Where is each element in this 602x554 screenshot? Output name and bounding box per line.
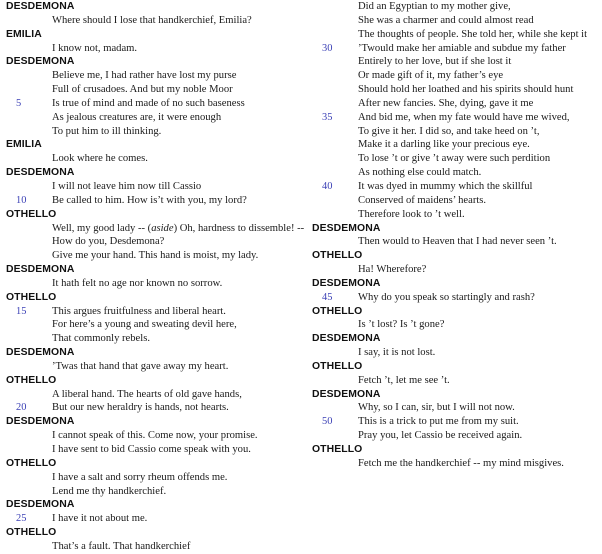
speech-block (6, 0, 306, 28)
verse-text: I have it not about me. (52, 513, 148, 525)
speech-block (6, 526, 306, 554)
speaker-name: OTHELLO (6, 374, 57, 386)
verse-line (312, 69, 600, 83)
line-number: 25 (16, 513, 27, 525)
speech-block (6, 415, 306, 457)
verse-line (312, 263, 600, 277)
verse-text: Is true of mind and made of no such baseness (52, 97, 245, 109)
speech-block (312, 360, 600, 388)
verse-text: Full of crusadoes. And but my noble Moor (52, 84, 233, 96)
verse-line (6, 249, 306, 263)
verse-text: I say, it is not lost. (358, 347, 436, 359)
verse-text: That’s a fault. That handkerchief (52, 540, 191, 552)
speaker-name: OTHELLO (6, 208, 57, 220)
verse-line (312, 401, 600, 415)
verse-line (312, 138, 600, 152)
speech-block (6, 138, 306, 166)
verse-line (6, 125, 306, 139)
line-number: 15 (16, 305, 27, 317)
verse-text: Is ’t lost? Is ’t gone? (358, 319, 445, 331)
verse-line (312, 429, 600, 443)
verse-line (6, 388, 306, 402)
verse-text: Give me your hand. This hand is moist, my lady. (52, 250, 259, 262)
speech-block (312, 388, 600, 443)
verse-text: She was a charmer and could almost read (358, 14, 534, 26)
verse-text: It hath felt no age nor known no sorrow. (52, 277, 223, 289)
verse-text: Why do you speak so startingly and rash? (358, 291, 535, 303)
speech-block (6, 55, 306, 138)
line-number: 35 (322, 111, 333, 123)
verse-text: Fetch me the handkerchief -- my mind misgives. (358, 457, 564, 469)
verse-line (312, 318, 600, 332)
verse-line (312, 291, 600, 305)
verse-line (312, 97, 600, 111)
speaker-name: OTHELLO (312, 360, 363, 372)
verse-text: It was dyed in mummy which the skillful (358, 180, 533, 192)
verse-line (312, 180, 600, 194)
verse-line (6, 429, 306, 443)
verse-line (312, 42, 600, 56)
verse-text: After new fancies. She, dying, gave it me (358, 97, 534, 109)
verse-text: Therefore look to ’t well. (358, 208, 465, 220)
verse-line (6, 360, 306, 374)
verse-text: Did an Egyptian to my mother give, (358, 1, 511, 12)
line-number: 5 (16, 97, 22, 109)
speaker-name: OTHELLO (6, 291, 57, 303)
speaker-name: DESDEMONA (312, 388, 381, 400)
verse-line (312, 374, 600, 388)
speaker-name: DESDEMONA (312, 222, 381, 234)
verse-text: ’Twould make her amiable and subdue my father (358, 42, 566, 54)
speaker-name: OTHELLO (312, 305, 363, 317)
verse-line (312, 235, 600, 249)
speech-block (312, 249, 600, 277)
verse-line (312, 125, 600, 139)
verse-line (6, 111, 306, 125)
verse-text: Be called to him. How is’t with you, my lord? (52, 194, 247, 206)
speaker-name: DESDEMONA (6, 1, 75, 12)
verse-text: A liberal hand. The hearts of old gave hands, (52, 388, 242, 400)
verse-text: Where should I lose that handkerchief, Emilia? (52, 14, 252, 26)
speaker-name: DESDEMONA (6, 499, 75, 511)
verse-line (312, 28, 600, 42)
verse-text: Well, my good lady -- (aside) Oh, hardness to dissemble! -- (52, 222, 305, 234)
verse-text: This argues fruitfulness and liberal heart. (52, 305, 226, 317)
verse-line (6, 485, 306, 499)
right-column (312, 0, 600, 471)
verse-line (6, 97, 306, 111)
verse-line (6, 277, 306, 291)
line-number: 50 (322, 416, 333, 428)
speaker-name: OTHELLO (6, 527, 57, 539)
verse-text: I have sent to bid Cassio come speak with you. (52, 444, 251, 455)
verse-line (6, 42, 306, 56)
verse-line (6, 69, 306, 83)
verse-text: As nothing else could match. (358, 167, 482, 179)
speech-block (312, 443, 600, 471)
verse-text: But our new heraldry is hands, not hearts. (52, 402, 229, 414)
verse-line (6, 222, 306, 236)
verse-text: Ha! Wherefore? (358, 264, 427, 276)
verse-text: For here’s a young and sweating devil here, (52, 319, 237, 331)
verse-text: I have a salt and sorry rheum offends me. (52, 471, 228, 483)
speaker-name: OTHELLO (312, 444, 363, 455)
verse-text: Why, so I can, sir, but I will not now. (358, 402, 515, 414)
verse-text: That commonly rebels. (52, 333, 150, 345)
speech-block (6, 346, 306, 374)
speech-block (6, 263, 306, 291)
verse-line (6, 332, 306, 346)
verse-line (312, 457, 600, 471)
verse-text: Entirely to her love, but if she lost it (358, 56, 512, 68)
speech-block (6, 28, 306, 56)
verse-line (312, 0, 600, 14)
verse-text: I will not leave him now till Cassio (52, 180, 202, 192)
verse-line (6, 540, 306, 554)
line-number: 20 (16, 402, 27, 414)
speech-block (6, 457, 306, 499)
verse-text: Or made gift of it, my father’s eye (358, 70, 504, 82)
speech-block (6, 166, 306, 208)
verse-text: Lend me thy handkerchief. (52, 485, 167, 497)
speech-block (6, 374, 306, 416)
speaker-name: DESDEMONA (6, 56, 75, 68)
verse-text: Believe me, I had rather have lost my purse (52, 70, 237, 82)
verse-line (312, 166, 600, 180)
line-number: 30 (322, 42, 333, 54)
verse-text: ’Twas that hand that gave away my heart. (52, 360, 229, 372)
verse-line (312, 194, 600, 208)
speaker-name: DESDEMONA (6, 167, 75, 179)
verse-line (312, 111, 600, 125)
verse-text: Conserved of maidens’ hearts. (358, 194, 487, 206)
speaker-name: DESDEMONA (6, 416, 75, 428)
verse-text: Should hold her loathed and his spirits should hunt (358, 84, 574, 96)
speech-block (312, 0, 600, 222)
verse-text: To give it her. I did so, and take heed on ’t, (358, 125, 540, 137)
verse-line (6, 401, 306, 415)
speech-block (312, 332, 600, 360)
verse-text: As jealous creatures are, it were enough (52, 111, 222, 123)
verse-line (312, 415, 600, 429)
verse-text: Fetch ’t, let me see ’t. (358, 374, 450, 386)
verse-text: Look where he comes. (52, 153, 148, 165)
speaker-name: DESDEMONA (6, 347, 75, 359)
speaker-name: OTHELLO (6, 457, 57, 469)
verse-text: And bid me, when my fate would have me wived, (358, 111, 570, 123)
verse-line (6, 318, 306, 332)
speech-block (6, 291, 306, 346)
speaker-name: DESDEMONA (312, 277, 381, 289)
verse-line (6, 194, 306, 208)
verse-line (6, 443, 306, 457)
line-number: 45 (322, 291, 333, 303)
speaker-name: EMILIA (6, 28, 42, 40)
verse-line (6, 235, 306, 249)
verse-text: To put him to ill thinking. (52, 125, 162, 137)
verse-line (312, 83, 600, 97)
verse-text: Then would to Heaven that I had never seen ’t. (358, 236, 557, 248)
verse-line (6, 83, 306, 97)
line-number: 40 (322, 180, 333, 192)
speaker-name: EMILIA (6, 139, 42, 151)
verse-text: Pray you, let Cassio be received again. (358, 430, 523, 442)
speaker-name: OTHELLO (312, 250, 363, 262)
verse-line (312, 55, 600, 69)
speech-block (312, 277, 600, 305)
verse-text: The thoughts of people. She told her, while she kept it (358, 28, 588, 40)
left-column (6, 0, 306, 554)
speaker-name: DESDEMONA (6, 264, 75, 276)
verse-text: To lose ’t or give ’t away were such perdition (358, 153, 551, 165)
verse-line (6, 471, 306, 485)
verse-line (312, 346, 600, 360)
speech-block (6, 498, 306, 526)
stage-direction: aside (151, 222, 174, 234)
verse-line (312, 152, 600, 166)
verse-line (312, 14, 600, 28)
line-number: 10 (16, 194, 27, 206)
speaker-name: DESDEMONA (312, 333, 381, 345)
speech-block (312, 305, 600, 333)
verse-text: Make it a darling like your precious eye. (358, 139, 530, 151)
verse-line (6, 14, 306, 28)
verse-line (6, 512, 306, 526)
verse-line (6, 305, 306, 319)
verse-text: I know not, madam. (52, 42, 138, 54)
verse-line (6, 180, 306, 194)
verse-line (6, 152, 306, 166)
verse-text: This is a trick to put me from my suit. (358, 416, 519, 428)
verse-line (312, 208, 600, 222)
speech-block (312, 222, 600, 250)
verse-text: How do you, Desdemona? (52, 236, 165, 248)
speech-block (6, 208, 306, 263)
verse-text: I cannot speak of this. Come now, your promise. (52, 430, 258, 442)
